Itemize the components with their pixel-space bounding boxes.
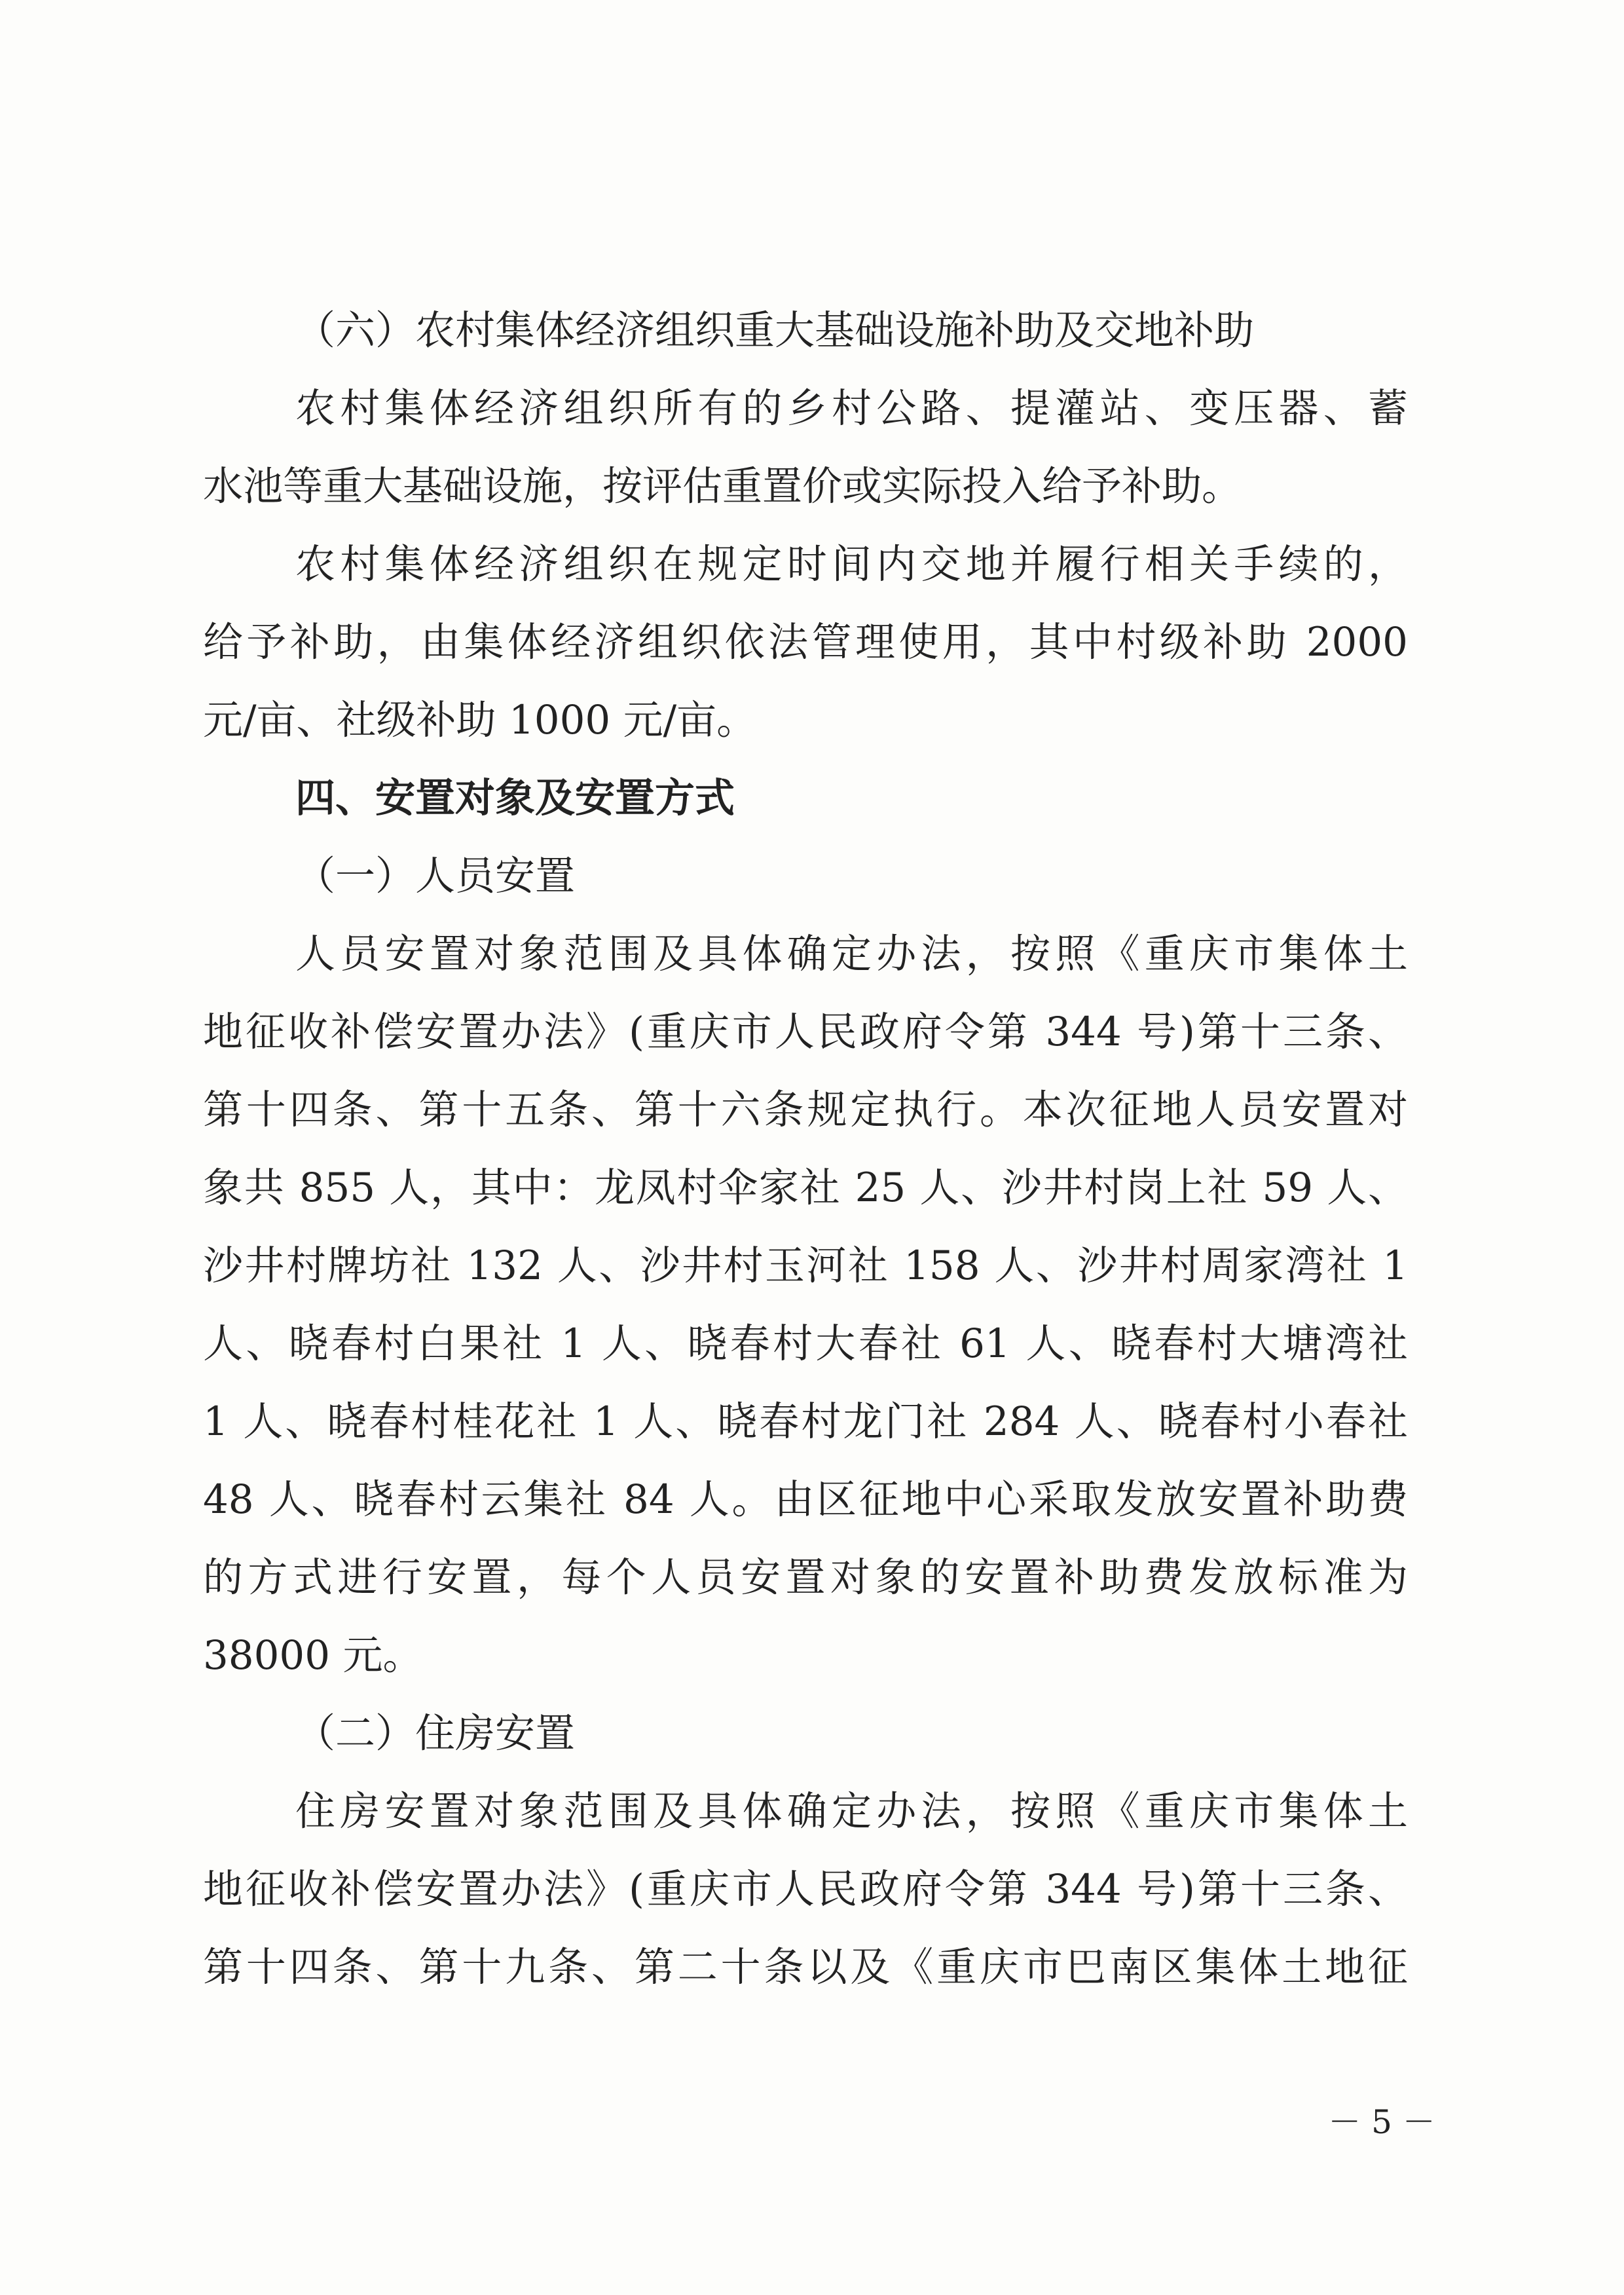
paragraph-line: 沙井村牌坊社 132 人、沙井村玉河社 158 人、沙井村周家湾社 1 <box>203 1242 1408 1289</box>
paragraph-line: 第十四条、第十五条、第十六条规定执行。本次征地人员安置对 <box>203 1087 1408 1133</box>
paragraph-line: 人员安置对象范围及具体确定办法，按照《重庆市集体土 <box>295 931 1408 977</box>
paragraph-line: 48 人、晓春村云集社 84 人。由区征地中心采取发放安置补助费 <box>203 1476 1408 1523</box>
paragraph-line: 1 人、晓春村桂花社 1 人、晓春村龙门社 284 人、晓春村小春社 <box>203 1398 1408 1445</box>
paragraph-line: 水池等重大基础设施，按评估重置价或实际投入给予补助。 <box>203 463 1242 510</box>
paragraph-line: 人、晓春村白果社 1 人、晓春村大春社 61 人、晓春村大塘湾社 <box>203 1320 1408 1367</box>
paragraph-line: 地征收补偿安置办法》(重庆市人民政府令第 344 号)第十三条、 <box>203 1866 1408 1912</box>
paragraph-line: 地征收补偿安置办法》(重庆市人民政府令第 344 号)第十三条、 <box>203 1009 1408 1055</box>
section-heading-four: 四、安置对象及安置方式 <box>295 775 735 821</box>
paragraph-line: 第十四条、第十九条、第二十条以及《重庆市巴南区集体土地征 <box>203 1944 1408 1990</box>
paragraph-line: 农村集体经济组织在规定时间内交地并履行相关手续的， <box>295 541 1408 588</box>
paragraph-line: 元/亩、社级补助 1000 元/亩。 <box>203 697 757 743</box>
subheading-two: （二）住房安置 <box>295 1710 576 1757</box>
document-body <box>203 291 1408 2006</box>
page-number: － 5 － <box>1328 2103 1435 2141</box>
paragraph-line: 38000 元。 <box>203 1632 423 1679</box>
subheading-six: （六）农村集体经济组织重大基础设施补助及交地补助 <box>295 307 1255 354</box>
subheading-one: （一）人员安置 <box>295 853 576 899</box>
paragraph-line: 的方式进行安置，每个人员安置对象的安置补助费发放标准为 <box>203 1554 1408 1601</box>
paragraph-line: 给予补助，由集体经济组织依法管理使用，其中村级补助 2000 <box>203 619 1408 665</box>
paragraph-line: 农村集体经济组织所有的乡村公路、提灌站、变压器、蓄 <box>295 385 1408 432</box>
paragraph-line: 住房安置对象范围及具体确定办法，按照《重庆市集体土 <box>295 1788 1408 1835</box>
paragraph-line: 象共 855 人，其中：龙凤村伞家社 25 人、沙井村岗上社 59 人、 <box>203 1165 1408 1211</box>
